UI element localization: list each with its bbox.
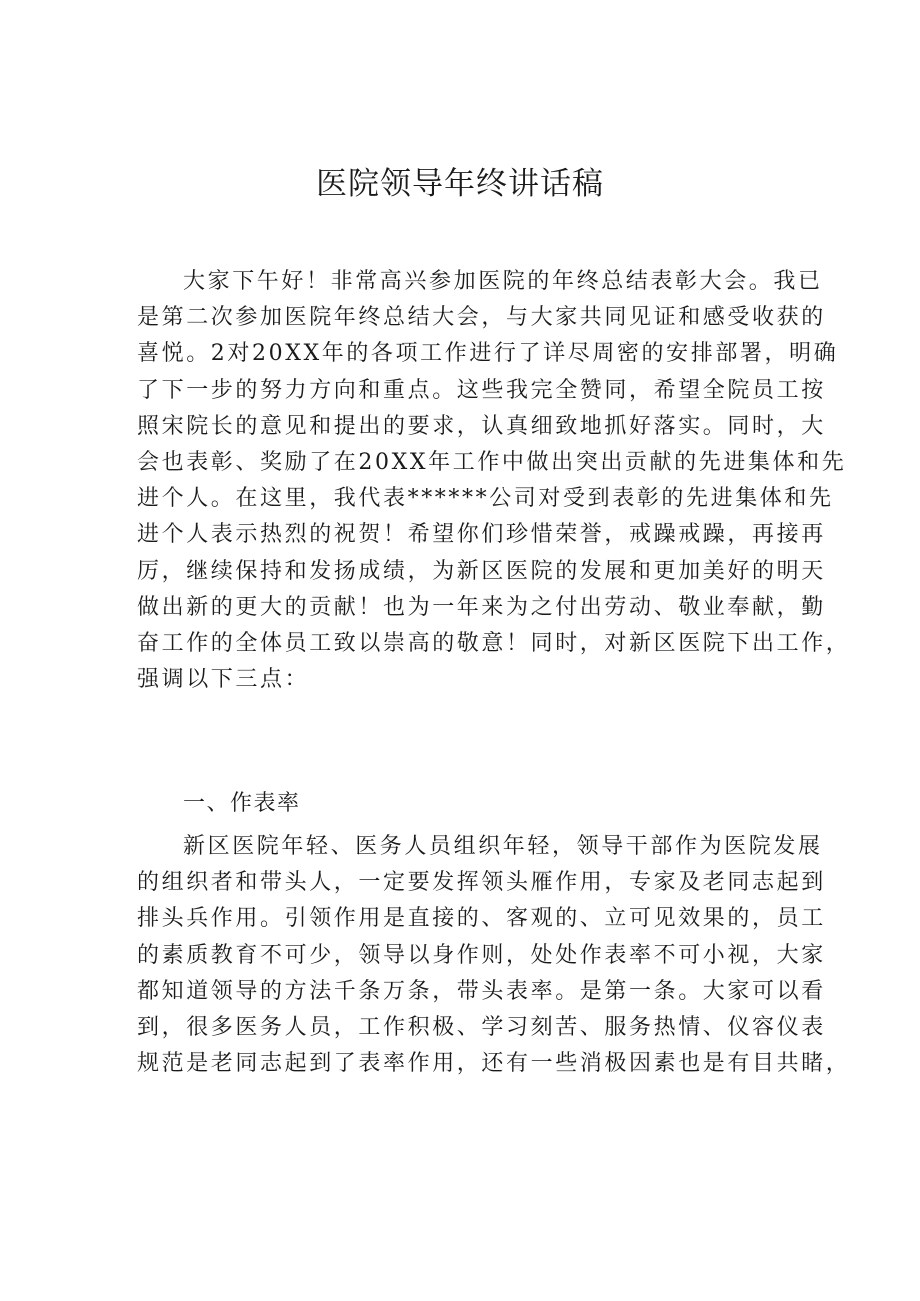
paragraph-line: 排头兵作用。引领作用是直接的、客观的、立可见效果的，员工 <box>137 906 826 932</box>
paragraph-line: 了下一步的努力方向和重点。这些我完全赞同，希望全院员工按 <box>137 377 826 403</box>
paragraph-line: 照宋院长的意见和提出的要求，认真细致地抓好落实。同时，大 <box>137 413 826 439</box>
paragraph-line: 进个人。在这里，我代表******公司对受到表彰的先进集体和先 <box>137 486 834 512</box>
paragraph-line: 到，很多医务人员，工作积极、学习刻苦、服务热情、仪容仪表 <box>137 1014 826 1040</box>
paragraph-opening <box>137 264 851 698</box>
paragraph-line: 的组织者和带头人，一定要发挥领头雁作用，专家及老同志起到 <box>137 870 826 896</box>
paragraph-section-one <box>137 829 851 1082</box>
paragraph-line: 会也表彰、奖励了在20XX年工作中做出突出贡献的先进集体和先 <box>137 449 847 475</box>
paragraph-line: 强调以下三点： <box>137 667 310 693</box>
paragraph-line: 是第二次参加医院年终总结大会，与大家共同见证和感受收获的 <box>137 305 826 331</box>
section-heading: 一、作表率 <box>183 791 301 816</box>
paragraph-line: 做出新的更大的贡献！也为一年来为之付出劳动、敬业奉献，勤 <box>137 594 826 620</box>
paragraph-line: 喜悦。2对20XX年的各项工作进行了详尽周密的安排部署，明确 <box>137 341 839 367</box>
paragraph-line: 都知道领导的方法千条万条，带头表率。是第一条。大家可以看 <box>137 978 826 1004</box>
paragraph-line: 新区医院年轻、医务人员组织年轻，领导干部作为医院发展 <box>183 834 823 859</box>
paragraph-line: 进个人表示热烈的祝贺！希望你们珍惜荣誉，戒躁戒躁，再接再 <box>137 522 826 548</box>
document-title: 医院领导年终讲话稿 <box>316 166 604 202</box>
paragraph-line: 的素质教育不可少，领导以身作则，处处作表率不可小视，大家 <box>137 942 826 968</box>
paragraph-line: 大家下午好！非常高兴参加医院的年终总结表彰大会。我已 <box>183 269 823 294</box>
paragraph-line: 奋工作的全体员工致以崇高的敬意！同时，对新区医院下出工作， <box>137 630 851 656</box>
paragraph-line: 规范是老同志起到了表率作用，还有一些消极因素也是有目共睹， <box>137 1051 851 1077</box>
paragraph-line: 厉，继续保持和发扬成绩，为新区医院的发展和更加美好的明天 <box>137 558 826 584</box>
